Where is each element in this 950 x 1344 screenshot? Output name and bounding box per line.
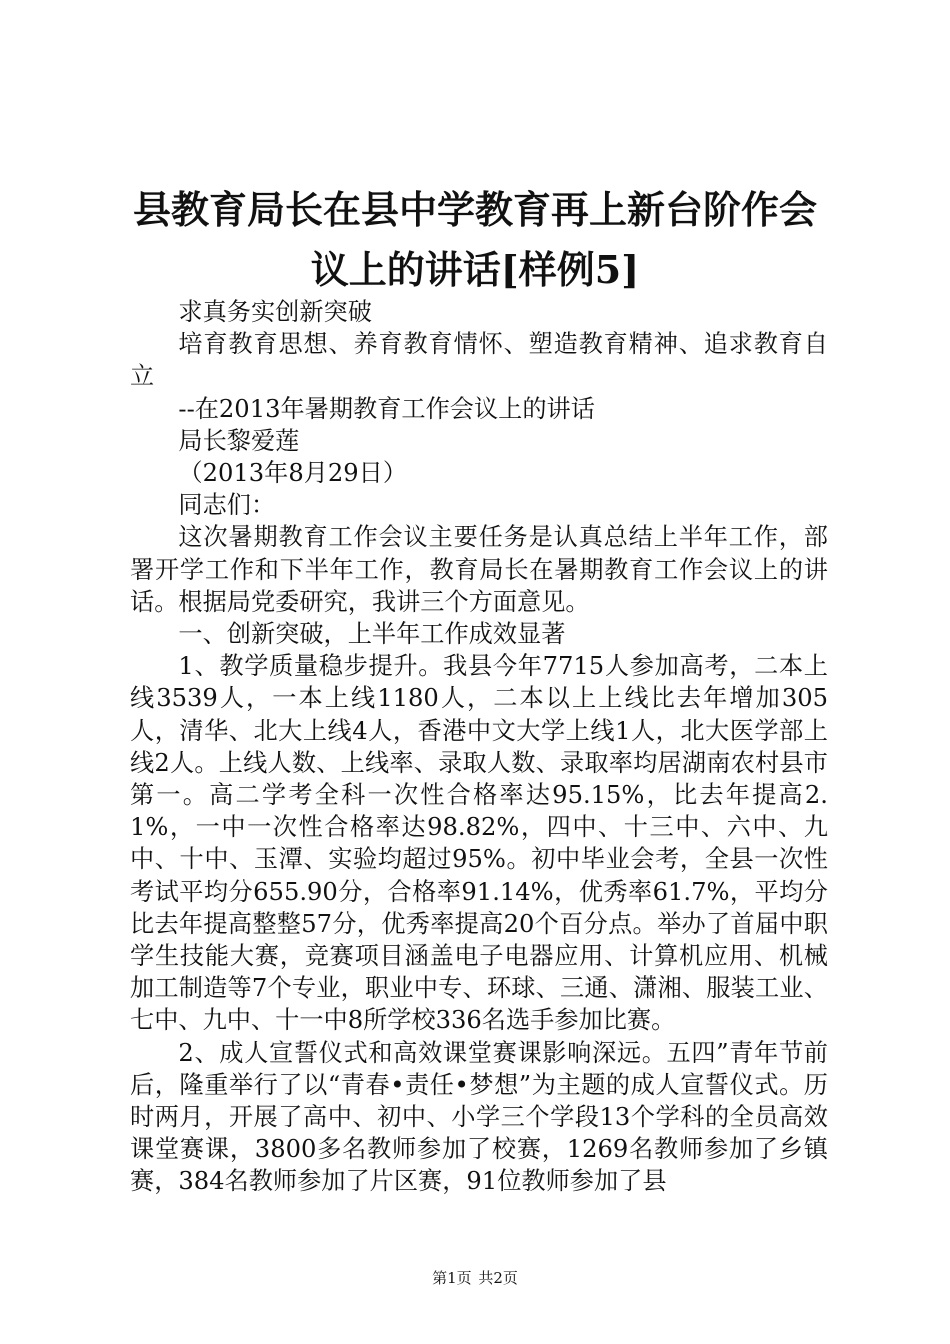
page-footer: 第1页 共2页 [432, 1269, 518, 1287]
paragraph-subtitle: 培育教育思想、养育教育情怀、塑造教育精神、追求教育自立 [130, 330, 828, 391]
paragraph-item-2: 2、成人宣誓仪式和高效课堂赛课影响深远。五四”青年节前后，隆重举行了以“青春•责任•梦想”为主题的成人宣誓仪式。历时两月，开展了高中、初中、小学三个学段13个学科的全员高效课堂赛课，3800多名教师参加了校赛，1269名教师参加了乡镇赛，384名教师参加了片区赛，91位教师参加了县 [130, 1038, 828, 1196]
paragraph-salutation: 同志们： [178, 491, 276, 520]
paragraph-intro: 这次暑期教育工作会议主要任务是认真总结上半年工作，部署开学工作和下半年工作，教育局长在暑期教育工作会议上的讲话。根据局党委研究，我讲三个方面意见。 [130, 523, 828, 616]
paragraph-date: （2013年8月29日） [178, 459, 408, 488]
paragraph-occasion: --在2013年暑期教育工作会议上的讲话 [178, 394, 595, 423]
paragraph-section-heading: 一、创新突破，上半年工作成效显著 [178, 620, 566, 649]
paragraph-speaker: 局长黎爱莲 [178, 426, 300, 455]
paragraph-item-1: 1、教学质量稳步提升。我县今年7715人参加高考，二本上线3539人，一本上线1180人，二本以上上线比去年增加305人，清华、北大上线4人，香港中文大学上线1人，北大医学部上线2人。上线人数、上线率、录取人数、录取率均居湖南农村县市第一。高二学考全科一次性合格率达95.15%，比去年提高2.1%，一中一次性合格率达98.82%，四中、十三中、六中、九中、十中、玉潭、实验均超过95%。初中毕业会考，全县一次性考试平均分655.90分，合格率91.14%，优秀率61.7%，平均分比去年提高整整57分，优秀率提高20个百分点。举办了首届中职学生技能大赛，竞赛项目涵盖电子电器应用、计算机应用、机械加工制造等7个专业，职业中专、环球、三通、潇湘、服装工业、七中、九中、十一中8所学校336名选手参加比赛。 [130, 652, 828, 1035]
document-title: 县教育局长在县中学教育再上新台阶作会议上的讲话[样例5] [132, 187, 817, 292]
paragraph-motto: 求真务实创新突破 [178, 298, 372, 326]
document-body [130, 296, 828, 1198]
